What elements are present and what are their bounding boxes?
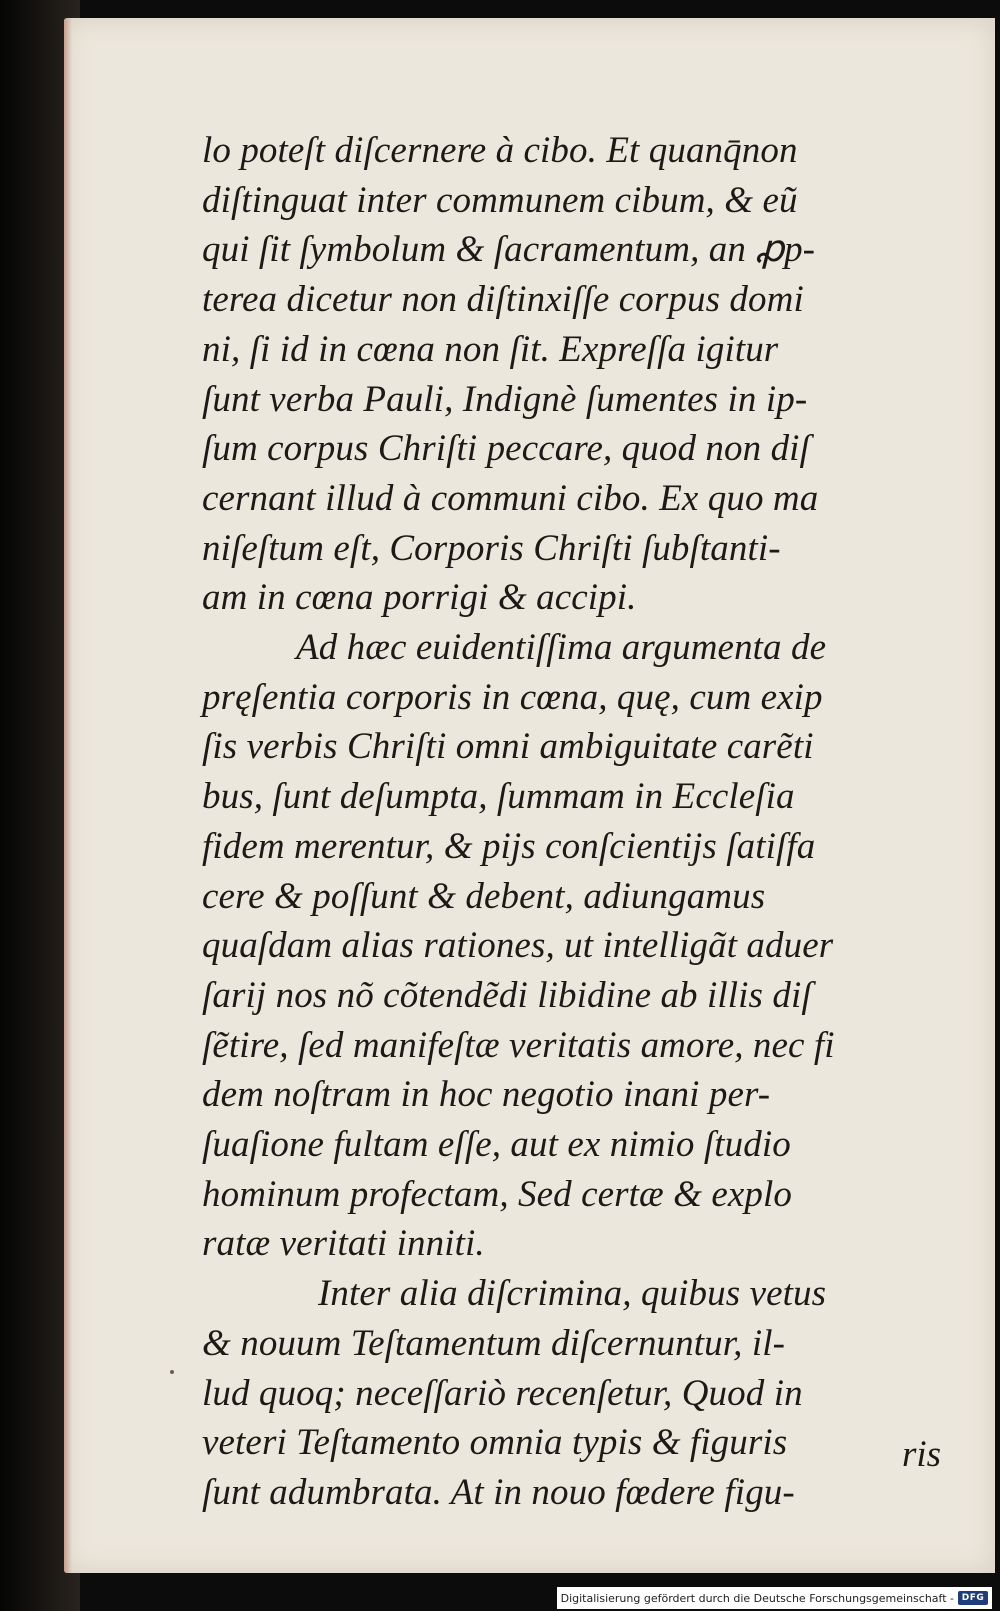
paragraph-start: Inter alia diſcrimina, quibus vetus (318, 1273, 827, 1315)
text-line: cernant illud à communi cibo. Ex quo ma (202, 477, 819, 519)
text-line: ſunt verba Pauli, Indignè ſumentes in ip- (202, 378, 808, 420)
text-line: hominum profectam, Sed certæ & explo (202, 1173, 792, 1215)
text-line: fidem merentur, & pijs conſcientijs ſatiſfa (202, 825, 816, 867)
text-line: niſeſtum eſt, Corporis Chriſti ſubſtanti- (202, 527, 781, 569)
text-line: ſẽtire, ſed manifeſtæ veritatis amore, nec fi (202, 1024, 835, 1066)
text-line: ſarij nos nõ cõtendẽdi libidine ab illis diſ (202, 974, 812, 1016)
text-line: ſis verbis Chriſti omni ambiguitate carẽti (202, 726, 814, 768)
text-line: qui ſit ſymbolum & ſacramentum, an ꝓp- (202, 229, 816, 271)
text-line: terea dicetur non diſtinxiſſe corpus domi (202, 279, 804, 321)
text-line: ſum corpus Chriſti peccare, quod non diſ (202, 428, 810, 470)
book-page (64, 18, 995, 1573)
catchword: ris (902, 1434, 942, 1475)
text-line: ni, ſi id in cœna non ſit. Expreſſa igitur (202, 328, 779, 370)
footer-credit (557, 1587, 992, 1609)
text-line: pręſentia corporis in cœna, quę, cum exip (202, 676, 823, 718)
text-line: dem noſtram in hoc negotio inani per- (202, 1074, 771, 1116)
text-line: veteri Teſtamento omnia typis & figuris (202, 1422, 788, 1464)
text-line: am in cœna porrigi & accipi. (202, 577, 637, 619)
text-line: bus, ſunt deſumpta, ſummam in Eccleſia (202, 776, 795, 818)
paragraph-start: Ad hæc euidentiſſima argumenta de (296, 627, 827, 669)
text-line: ſuaſione fultam eſſe, aut ex nimio ſtudio (202, 1124, 791, 1166)
footer-text: Digitalisierung gefördert durch die Deutsche Forschungsgemeinschaft - (560, 1591, 954, 1605)
text-line: lo poteſt diſcernere à cibo. Et quanq̄non (202, 130, 798, 171)
text-line: ſunt adumbrata. At in nouo fœdere figu- (202, 1471, 795, 1513)
page-edge (64, 18, 72, 1573)
dfg-logo-icon: DFG (958, 1591, 988, 1605)
text-line: & nouum Teſtamentum diſcernuntur, il- (202, 1322, 786, 1364)
text-line: cere & poſſunt & debent, adiungamus (202, 875, 766, 917)
text-line: ratæ veritati inniti. (202, 1223, 485, 1265)
text-line: lud quoq; neceſſariò recenſetur, Quod in (202, 1372, 803, 1414)
page-text (202, 126, 962, 1518)
text-line: diſtinguat inter communem cibum, & eũ (202, 179, 798, 221)
text-line: quaſdam alias rationes, ut intelligãt aduer (202, 925, 834, 967)
paper-speck (170, 1370, 174, 1374)
